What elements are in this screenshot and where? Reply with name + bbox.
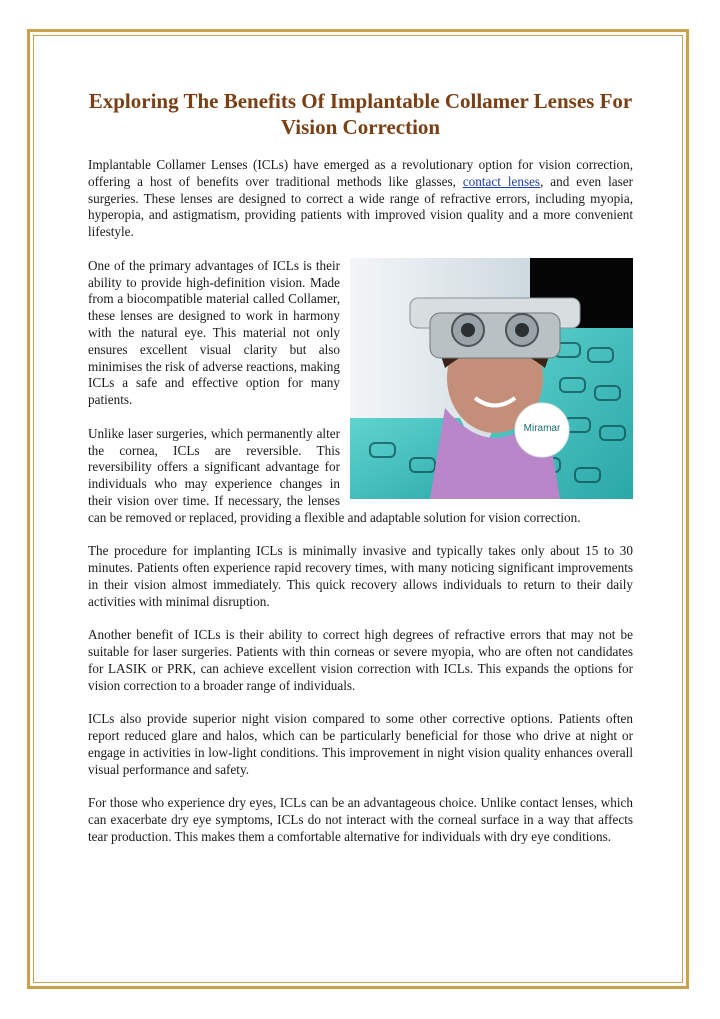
article-photo: [350, 258, 633, 499]
contact-lenses-link[interactable]: contact lenses: [462, 173, 541, 189]
paragraph-night-vision: ICLs also provide superior night vision compared to some other corrective options. Patients often report reduced glare and halos, which can be particularly beneficial for those who drive at night or engage in activities in low-light conditions. This improvement in night vision quality enhances overall visual performance and safety.: [88, 711, 633, 777]
paragraph-refractive-errors: Another benefit of ICLs is their ability to correct high degrees of refractive errors that may not be suitable for laser surgeries. Patients with thin corneas or severe myopia, who are often not candidates for LASIK or PRK, can achieve excellent vision correction with ICLs. This expands the options for vision correction to a broader range of individuals.: [88, 627, 633, 693]
intro-text-end: , and even laser surgeries. These lenses are designed to correct a wide range of refractive errors, including myopia, hyperopia, and astigmatism, providing patients with improved vision quality and a more convenient lifestyle.: [88, 173, 633, 240]
paragraph-dry-eyes: For those who experience dry eyes, ICLs can be an advantageous choice. Unlike contact lenses, which can exacerbate dry eye symptoms, ICLs do not interact with the corneal surface in a way that affects tear production. This makes them a comfortable alternative for individuals with dry eye conditions.: [88, 795, 633, 844]
miramar-logo: Miramar: [523, 422, 561, 434]
article: [88, 88, 633, 862]
eye-exam-photo: [350, 258, 633, 499]
intro-paragraph: [88, 157, 633, 241]
intro-text-start: Implantable Collamer Lenses (ICLs) have emerged as a revolutionary option for vision correction, offering a host of benefits over traditional methods like glasses,: [88, 157, 633, 189]
paragraph-procedure: The procedure for implanting ICLs is minimally invasive and typically takes only about 15 to 30 minutes. Patients often experience rapid recovery times, with many noticing significant improvements in their vision almost immediately. This quick recovery allows individuals to return to their daily activities with minimal disruption.: [88, 543, 633, 609]
paragraph-reversible: Unlike laser surgeries, which permanently alter the cornea, ICLs are reversible. This reversibility offers a significant advantage for individuals who may experience changes in their vision over time. If necessary, the lenses can be removed or replaced, providing a flexible and adaptable solution for vision correction.: [88, 425, 581, 525]
article-title: Exploring The Benefits Of Implantable Collamer Lenses For Vision Correction: [88, 89, 633, 139]
paragraph-high-definition: One of the primary advantages of ICLs is their ability to provide high-definition vision. Made from a biocompatible material called Collamer, these lenses are designed to work in harmony with the natural eye. This material not only ensures excellent visual clarity but also minimises the risk of adverse reactions, making ICLs a safe and effective option for many patients.: [88, 257, 340, 408]
